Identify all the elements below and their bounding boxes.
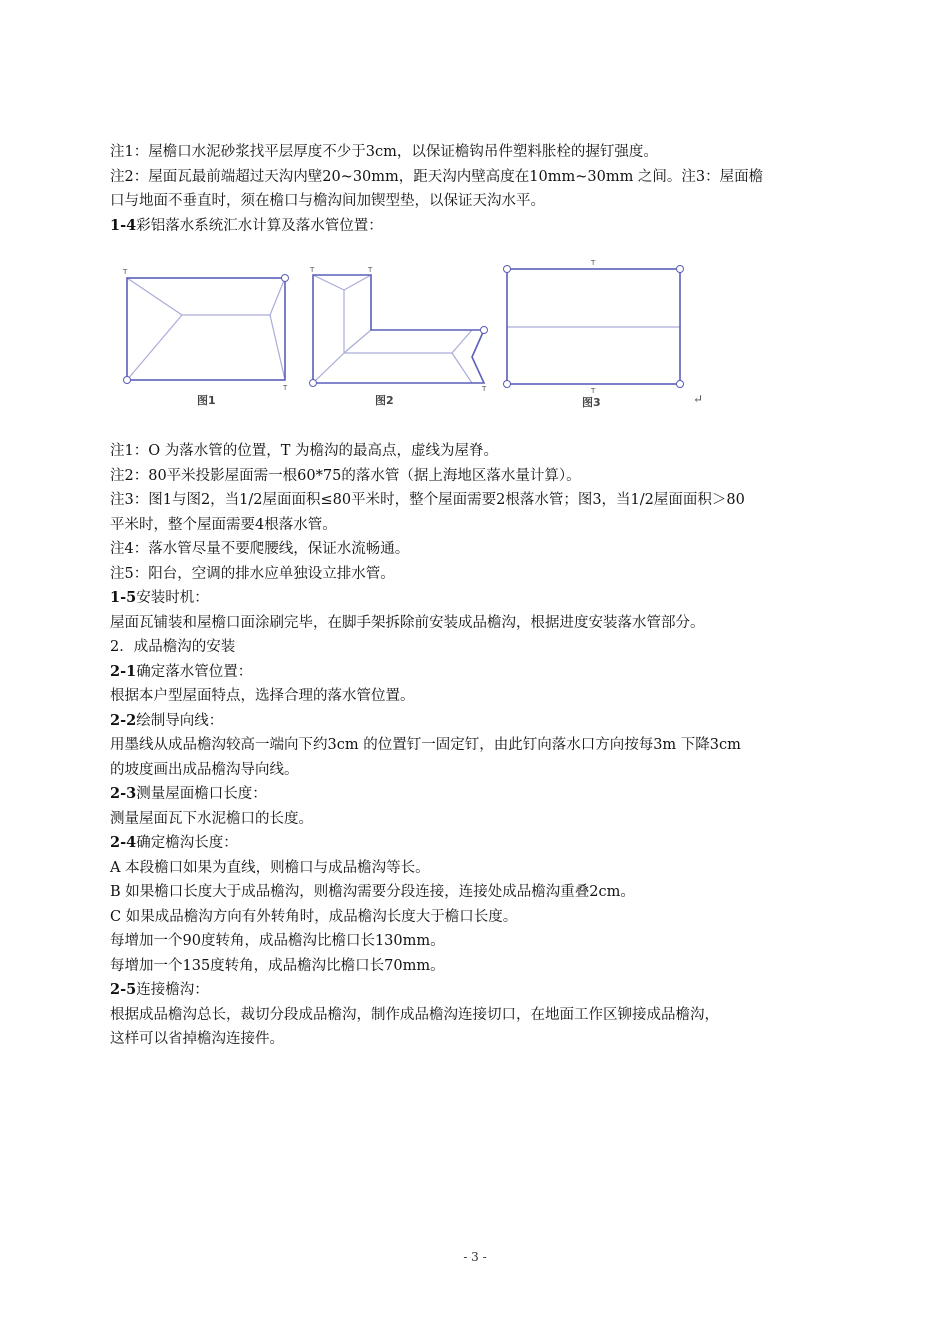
section-2-4-item: A 本段檐口如果为直线，则檐口与成品檐沟等长。 xyxy=(110,859,430,876)
section-2-5-body: 根据成品檐沟总长，裁切分段成品檐沟，制作成品檐沟连接切口，在地面工作区铆接成品檐沟， xyxy=(110,1006,719,1023)
section-2-5-heading xyxy=(110,978,815,1003)
downpipe-marker xyxy=(310,380,317,387)
roof-diagrams-svg xyxy=(112,255,712,415)
high-point-marker: T xyxy=(310,266,315,274)
figure-2-drawing xyxy=(309,266,488,393)
diagram-note-4: 注4：落水管尽量不要爬腰线，保证水流畅通。 xyxy=(110,541,410,557)
high-point-marker: T xyxy=(591,387,596,395)
hip-line xyxy=(452,353,472,383)
eave-outline xyxy=(313,275,484,383)
section-num: 2-1 xyxy=(110,662,137,680)
downpipe-marker xyxy=(282,275,289,282)
section-2-1-body: 根据本户型屋面特点，选择合理的落水管位置。 xyxy=(110,688,415,704)
hip-line xyxy=(127,315,182,380)
section-num: 2-5 xyxy=(110,981,137,998)
figure-2-label: 图2 xyxy=(375,394,394,407)
section-2-2-body-cont: 的坡度画出成品檐沟导向线。 xyxy=(110,761,299,778)
section-2-1-heading xyxy=(110,660,815,685)
diagram-note-1: 注1：O 为落水管的位置，T 为檐沟的最高点，虚线为屋脊。 xyxy=(110,443,499,459)
section-2-4-heading xyxy=(110,831,815,856)
downpipe-marker xyxy=(504,381,511,388)
section-title: 绘制导向线： xyxy=(136,712,224,729)
high-point-marker: T xyxy=(482,385,487,393)
diagram-note-2: 注2：80平米投影屋面需一根60*75的落水管（据上海地区落水量计算）。 xyxy=(110,467,581,484)
section-2-4-item: B 如果檐口长度大于成品檐沟，则檐沟需要分段连接，连接处成品檐沟重叠2cm。 xyxy=(110,884,635,900)
hip-line xyxy=(344,275,371,290)
section-num: 2-2 xyxy=(110,711,137,729)
figure-1-label: 图1 xyxy=(197,394,216,407)
top-notes-block xyxy=(110,140,815,238)
section-title: 确定檐沟长度： xyxy=(136,835,238,851)
hip-line xyxy=(127,278,182,315)
section-2-4-item: 每增加一个90度转角，成品檐沟比檐口长130mm。 xyxy=(110,933,445,949)
section-num: 1-4 xyxy=(110,216,137,234)
hip-line xyxy=(270,315,285,380)
section-2-4-item: 每增加一个135度转角，成品檐沟比檐口长70mm。 xyxy=(110,957,445,974)
downpipe-marker xyxy=(677,266,684,273)
section-1-5-heading xyxy=(110,586,815,611)
figure-3-label: 图3 xyxy=(582,396,601,409)
hip-line xyxy=(452,330,472,353)
valley-line xyxy=(344,330,371,353)
downpipe-marker xyxy=(124,377,131,384)
section-num: 2-3 xyxy=(110,785,137,802)
section-1-4-heading xyxy=(110,214,815,239)
downpipe-marker xyxy=(481,327,488,334)
roof-diagrams xyxy=(112,255,712,415)
high-point-marker: T xyxy=(123,268,128,276)
section-title: 连接檐沟： xyxy=(136,982,209,998)
diagram-note-5: 注5：阳台，空调的排水应单独设立排水管。 xyxy=(110,565,395,582)
section-num: 1-5 xyxy=(110,589,137,606)
hip-line xyxy=(313,353,344,383)
diagram-note-3-cont: 平米时，整个屋面需要4根落水管。 xyxy=(110,516,337,533)
figure-3-drawing xyxy=(504,259,684,395)
section-2-2-heading xyxy=(110,709,815,734)
high-point-marker: T xyxy=(591,259,596,267)
figure-1-drawing xyxy=(122,268,289,392)
high-point-marker: T xyxy=(368,266,373,274)
hip-line xyxy=(270,278,285,315)
section-title: 测量屋面檐口长度： xyxy=(136,786,267,802)
downpipe-marker xyxy=(677,381,684,388)
section-2-2-body: 用墨线从成品檐沟较高一端向下约3cm 的位置钉一固定钉，由此钉向落水口方向按每3m 下降3cm xyxy=(110,737,741,753)
section-title: 确定落水管位置： xyxy=(136,663,253,680)
page-number: - 3 - xyxy=(463,1250,487,1264)
section-2-3-body: 测量屋面瓦下水泥檐口的长度。 xyxy=(110,810,313,827)
high-point-marker: T xyxy=(283,384,288,392)
return-mark-icon: ↵ xyxy=(693,392,704,406)
section-2-5-body-cont: 这样可以省掉檐沟连接件。 xyxy=(110,1031,284,1047)
section-2-heading: 2．成品檐沟的安装 xyxy=(110,639,236,655)
section-num: 2-4 xyxy=(110,834,137,851)
section-2-4-item: C 如果成品檐沟方向有外转角时，成品檐沟长度大于檐口长度。 xyxy=(110,908,518,925)
note-top-3: 口与地面不垂直时，须在檐口与檐沟间加锲型垫，以保证天沟水平。 xyxy=(110,193,545,209)
section-1-5-body: 屋面瓦铺装和屋檐口面涂刷完毕，在脚手架拆除前安装成品檐沟，根据进度安装落水管部分。 xyxy=(110,614,705,631)
section-title: 彩铝落水系统汇水计算及落水管位置： xyxy=(136,217,383,234)
main-text-block xyxy=(110,439,815,1052)
hip-line xyxy=(313,275,344,290)
note-top-2: 注2：屋面瓦最前端超过天沟内壁20~30mm，距天沟内壁高度在10mm~30mm 之间。注3：屋面檐 xyxy=(110,168,764,185)
section-2-3-heading xyxy=(110,782,815,807)
section-title: 安装时机： xyxy=(136,590,209,606)
note-top-1: 注1：屋檐口水泥砂浆找平层厚度不少于3cm，以保证檐钩吊件塑料胀栓的握钉强度。 xyxy=(110,144,658,160)
diagram-note-3: 注3：图1与图2，当1/2屋面面积≤80平米时，整个屋面需要2根落水管；图3，当1/2屋面面积＞80 xyxy=(110,492,745,508)
downpipe-marker xyxy=(504,266,511,273)
